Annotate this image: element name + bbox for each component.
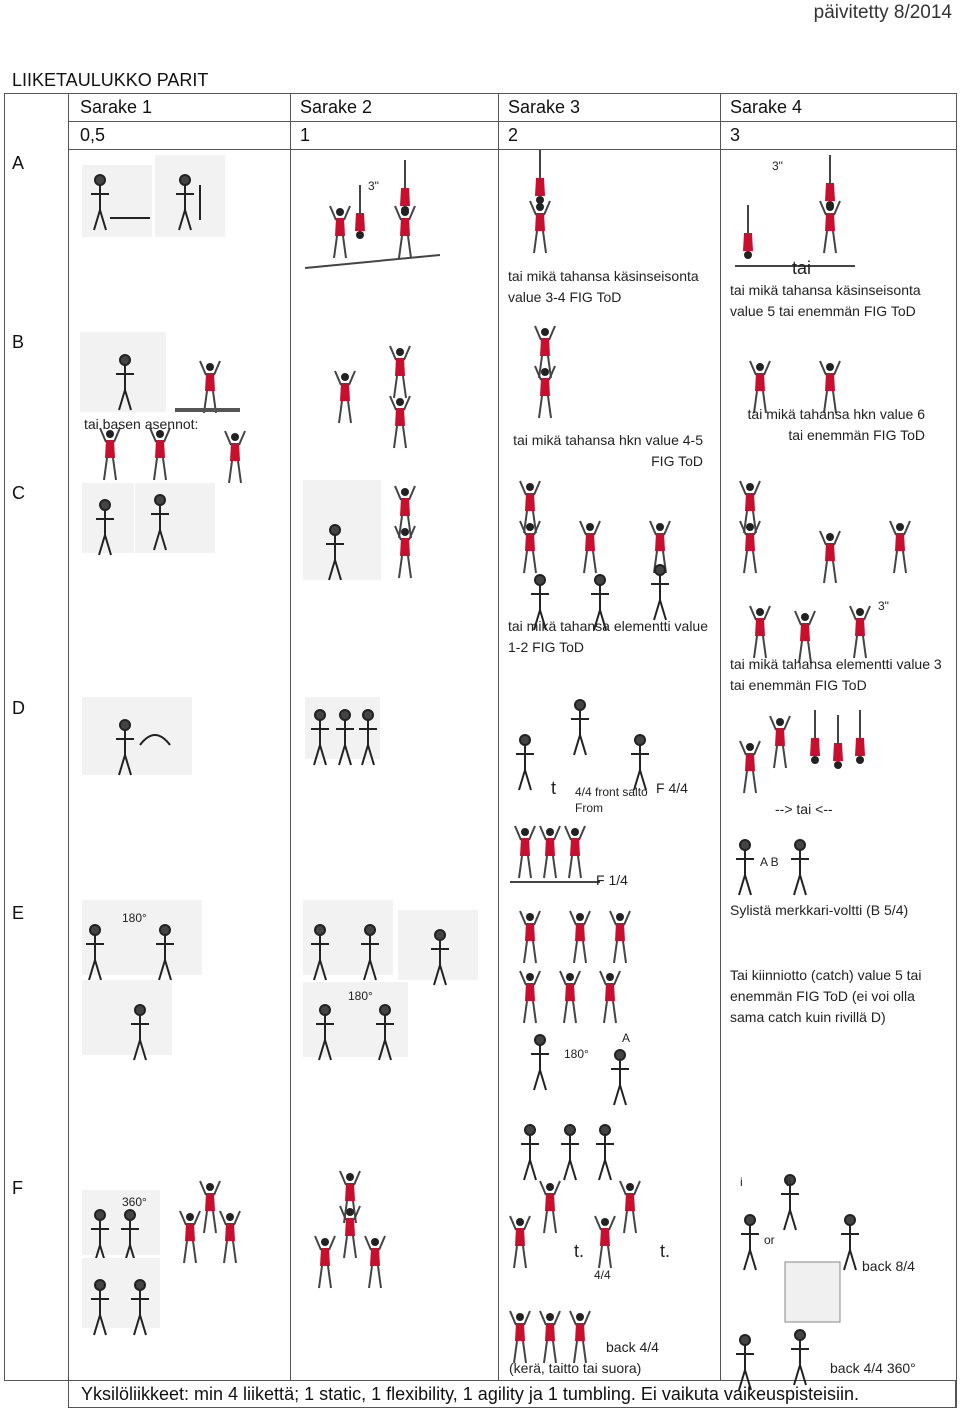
note-f4-back360: back 4/4 360° <box>830 1360 916 1376</box>
note-d3-f44: F 4/4 <box>656 780 688 796</box>
note-f4-i: i <box>740 1175 743 1189</box>
updated-date: päivitetty 8/2014 <box>813 2 952 23</box>
value-1: 0,5 <box>80 125 106 145</box>
note-f3-44: 4/4 <box>594 1268 611 1282</box>
note-f3-t1: t. <box>574 1241 585 1261</box>
column-header-2: Sarake 2 <box>300 97 373 117</box>
note-e3-180: 180° <box>564 1047 589 1061</box>
note-d3-front: 4/4 front salto <box>575 785 648 799</box>
note-d3-f14: F 1/4 <box>596 872 628 888</box>
value-3: 2 <box>508 125 519 145</box>
column-header-4: Sarake 4 <box>730 97 803 117</box>
note-b1: tai basen asennot: <box>84 416 199 432</box>
row-letter-b: B <box>12 332 25 352</box>
column-header-1: Sarake 1 <box>80 97 153 117</box>
note-a3: tai mikä tahansa käsinseisonta value 3-4 FIG ToD <box>508 268 699 305</box>
row-letter-f: F <box>12 1178 23 1198</box>
note-f3-back: back 4/4 <box>606 1339 659 1355</box>
note-d3-from: From <box>575 801 603 815</box>
page-title: LIIKETAULUKKO PARIT <box>12 70 209 90</box>
note-d4-arrows: --> tai <-- <box>775 801 833 817</box>
note-d3-t: t <box>551 778 557 798</box>
note-b4: tai mikä tahansa hkn value 6 tai enemmän FIG ToD <box>747 406 925 443</box>
note-e4-b: Tai kiinniotto (catch) value 5 tai enemmän FIG ToD (ei voi olla sama catch kuin rivillä D) <box>730 967 922 1025</box>
note-a4-time: 3" <box>772 159 783 173</box>
note-a4-tai: tai <box>792 258 812 278</box>
value-2: 1 <box>300 125 311 145</box>
footer-note: Yksilöliikkeet: min 4 liikettä; 1 static, 1 flexibility, 1 agility ja 1 tumbling. Ei vaikuta vaikeuspisteisiin. <box>68 1381 956 1408</box>
note-c3: tai mikä tahansa elementti value 1-2 FIG ToD <box>508 618 708 655</box>
note-b3: tai mikä tahansa hkn value 4-5 FIG ToD <box>513 432 703 469</box>
note-c4: tai mikä tahansa elementti value 3 tai enemmän FIG ToD <box>730 656 942 693</box>
note-e2-180: 180° <box>348 989 373 1003</box>
value-4: 3 <box>730 125 741 145</box>
note-f4-ii: ii <box>786 1175 792 1189</box>
note-e4-a: Sylistä merkkari-voltti (B 5/4) <box>730 902 909 918</box>
row-letter-d: D <box>12 698 25 718</box>
note-d4-ab: A B <box>760 855 779 869</box>
note-a4: tai mikä tahansa käsinseisonta value 5 tai enemmän FIG ToD <box>730 282 921 319</box>
column-header-3: Sarake 3 <box>508 97 581 117</box>
note-a2-time: 3" <box>368 179 379 193</box>
note-e3-a: A <box>622 1031 631 1045</box>
row-letter-a: A <box>12 153 25 173</box>
note-f3-kera: (kerä, taitto tai suora) <box>509 1360 642 1376</box>
row-letter-c: C <box>12 483 25 503</box>
note-e1-180: 180° <box>122 911 147 925</box>
row-letter-e: E <box>12 903 25 923</box>
note-f4-back84: back 8/4 <box>862 1258 915 1274</box>
note-f4-or: or <box>764 1233 775 1247</box>
note-f1-360: 360° <box>122 1195 147 1209</box>
note-c4-time: 3" <box>878 599 889 613</box>
note-f3-t2: t. <box>660 1241 671 1261</box>
